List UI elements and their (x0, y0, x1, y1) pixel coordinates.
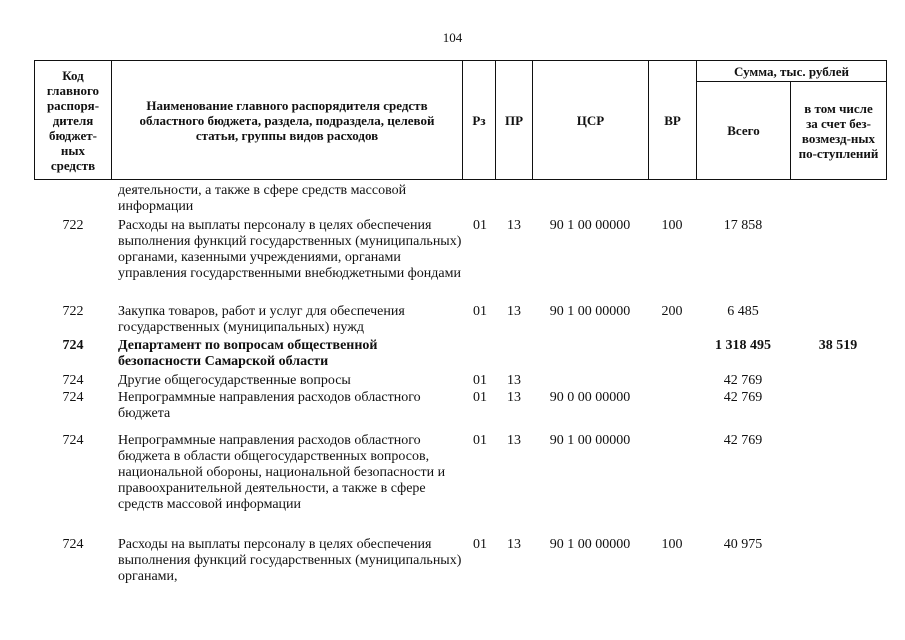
cell-total: 42 769 (723, 390, 763, 405)
cell-rz: 01 (473, 390, 487, 405)
header-name: Наименование главного распорядителя средств областного бюджета, раздела, подраздела, целевой статьи, группы видов расходов (111, 60, 463, 180)
cell-code: 724 (62, 537, 84, 552)
cell-pr: 13 (507, 390, 521, 405)
header-vr: ВР (648, 60, 697, 180)
cell-code: 724 (62, 390, 84, 405)
header-code: Код главного распоря-дителя бюджет-ных средств (34, 60, 112, 180)
cell-vr: 100 (661, 537, 683, 552)
cell-csr: 90 1 00 00000 (549, 537, 631, 552)
cell-total: 6 485 (727, 304, 759, 319)
header-csr: ЦСР (532, 60, 649, 180)
cell-vr: 100 (661, 218, 683, 233)
cell-total: 1 318 495 (715, 338, 771, 353)
cell-name: Непрограммные направления расходов областного бюджета (118, 390, 421, 421)
cell-code: 724 (62, 338, 84, 353)
cell-total: 42 769 (723, 373, 763, 388)
cell-rz: 01 (473, 537, 487, 552)
cell-name: Другие общегосударственные вопросы (118, 373, 351, 388)
cell-code: 722 (62, 304, 84, 319)
cell-name: Закупка товаров, работ и услуг для обеспечения государственных (муниципальных) нужд (118, 304, 405, 335)
cell-csr: 90 1 00 00000 (549, 218, 631, 233)
cell-name: Расходы на выплаты персоналу в целях обеспечения выполнения функций государственных (муниципальных) органами, казенными учреждениями, органами управления государственными внебюджетными фондами (118, 218, 462, 281)
header-rz: Рз (462, 60, 496, 180)
cell-code: 722 (62, 218, 84, 233)
cell-pr: 13 (507, 218, 521, 233)
page-number: 104 (442, 30, 463, 45)
cell-grant: 38 519 (818, 338, 858, 353)
cell-name: Непрограммные направления расходов областного бюджета в области общегосударственных вопросов, национальной обороны, национальной безопасности и правоохранительной деятельности, а также в сфере средств массовой информации (118, 433, 446, 512)
cell-name: Расходы на выплаты персоналу в целях обеспечения выполнения функций государственных (муниципальных) органами, (118, 537, 462, 584)
cell-pr: 13 (507, 304, 521, 319)
cell-pr: 13 (507, 537, 521, 552)
cell-name: Департамент по вопросам общественной безопасности Самарской области (118, 338, 378, 369)
cell-name: деятельности, а также в сфере средств массовой информации (118, 183, 407, 214)
cell-total: 40 975 (723, 537, 763, 552)
cell-pr: 13 (507, 433, 521, 448)
header-pr: ПР (495, 60, 533, 180)
cell-code: 724 (62, 373, 84, 388)
cell-pr: 13 (507, 373, 521, 388)
header-sum: Сумма, тыс. рублей (696, 60, 887, 82)
cell-csr: 90 1 00 00000 (549, 304, 631, 319)
cell-rz: 01 (473, 304, 487, 319)
cell-vr: 200 (661, 304, 683, 319)
cell-total: 17 858 (723, 218, 763, 233)
cell-code: 724 (62, 433, 84, 448)
cell-rz: 01 (473, 373, 487, 388)
cell-total: 42 769 (723, 433, 763, 448)
cell-csr: 90 1 00 00000 (549, 433, 631, 448)
cell-rz: 01 (473, 433, 487, 448)
header-grant: в том числе за счет без-возмезд-ных по-ступлений (790, 81, 887, 180)
cell-rz: 01 (473, 218, 487, 233)
header-total: Всего (696, 81, 791, 180)
cell-csr: 90 0 00 00000 (549, 390, 631, 405)
